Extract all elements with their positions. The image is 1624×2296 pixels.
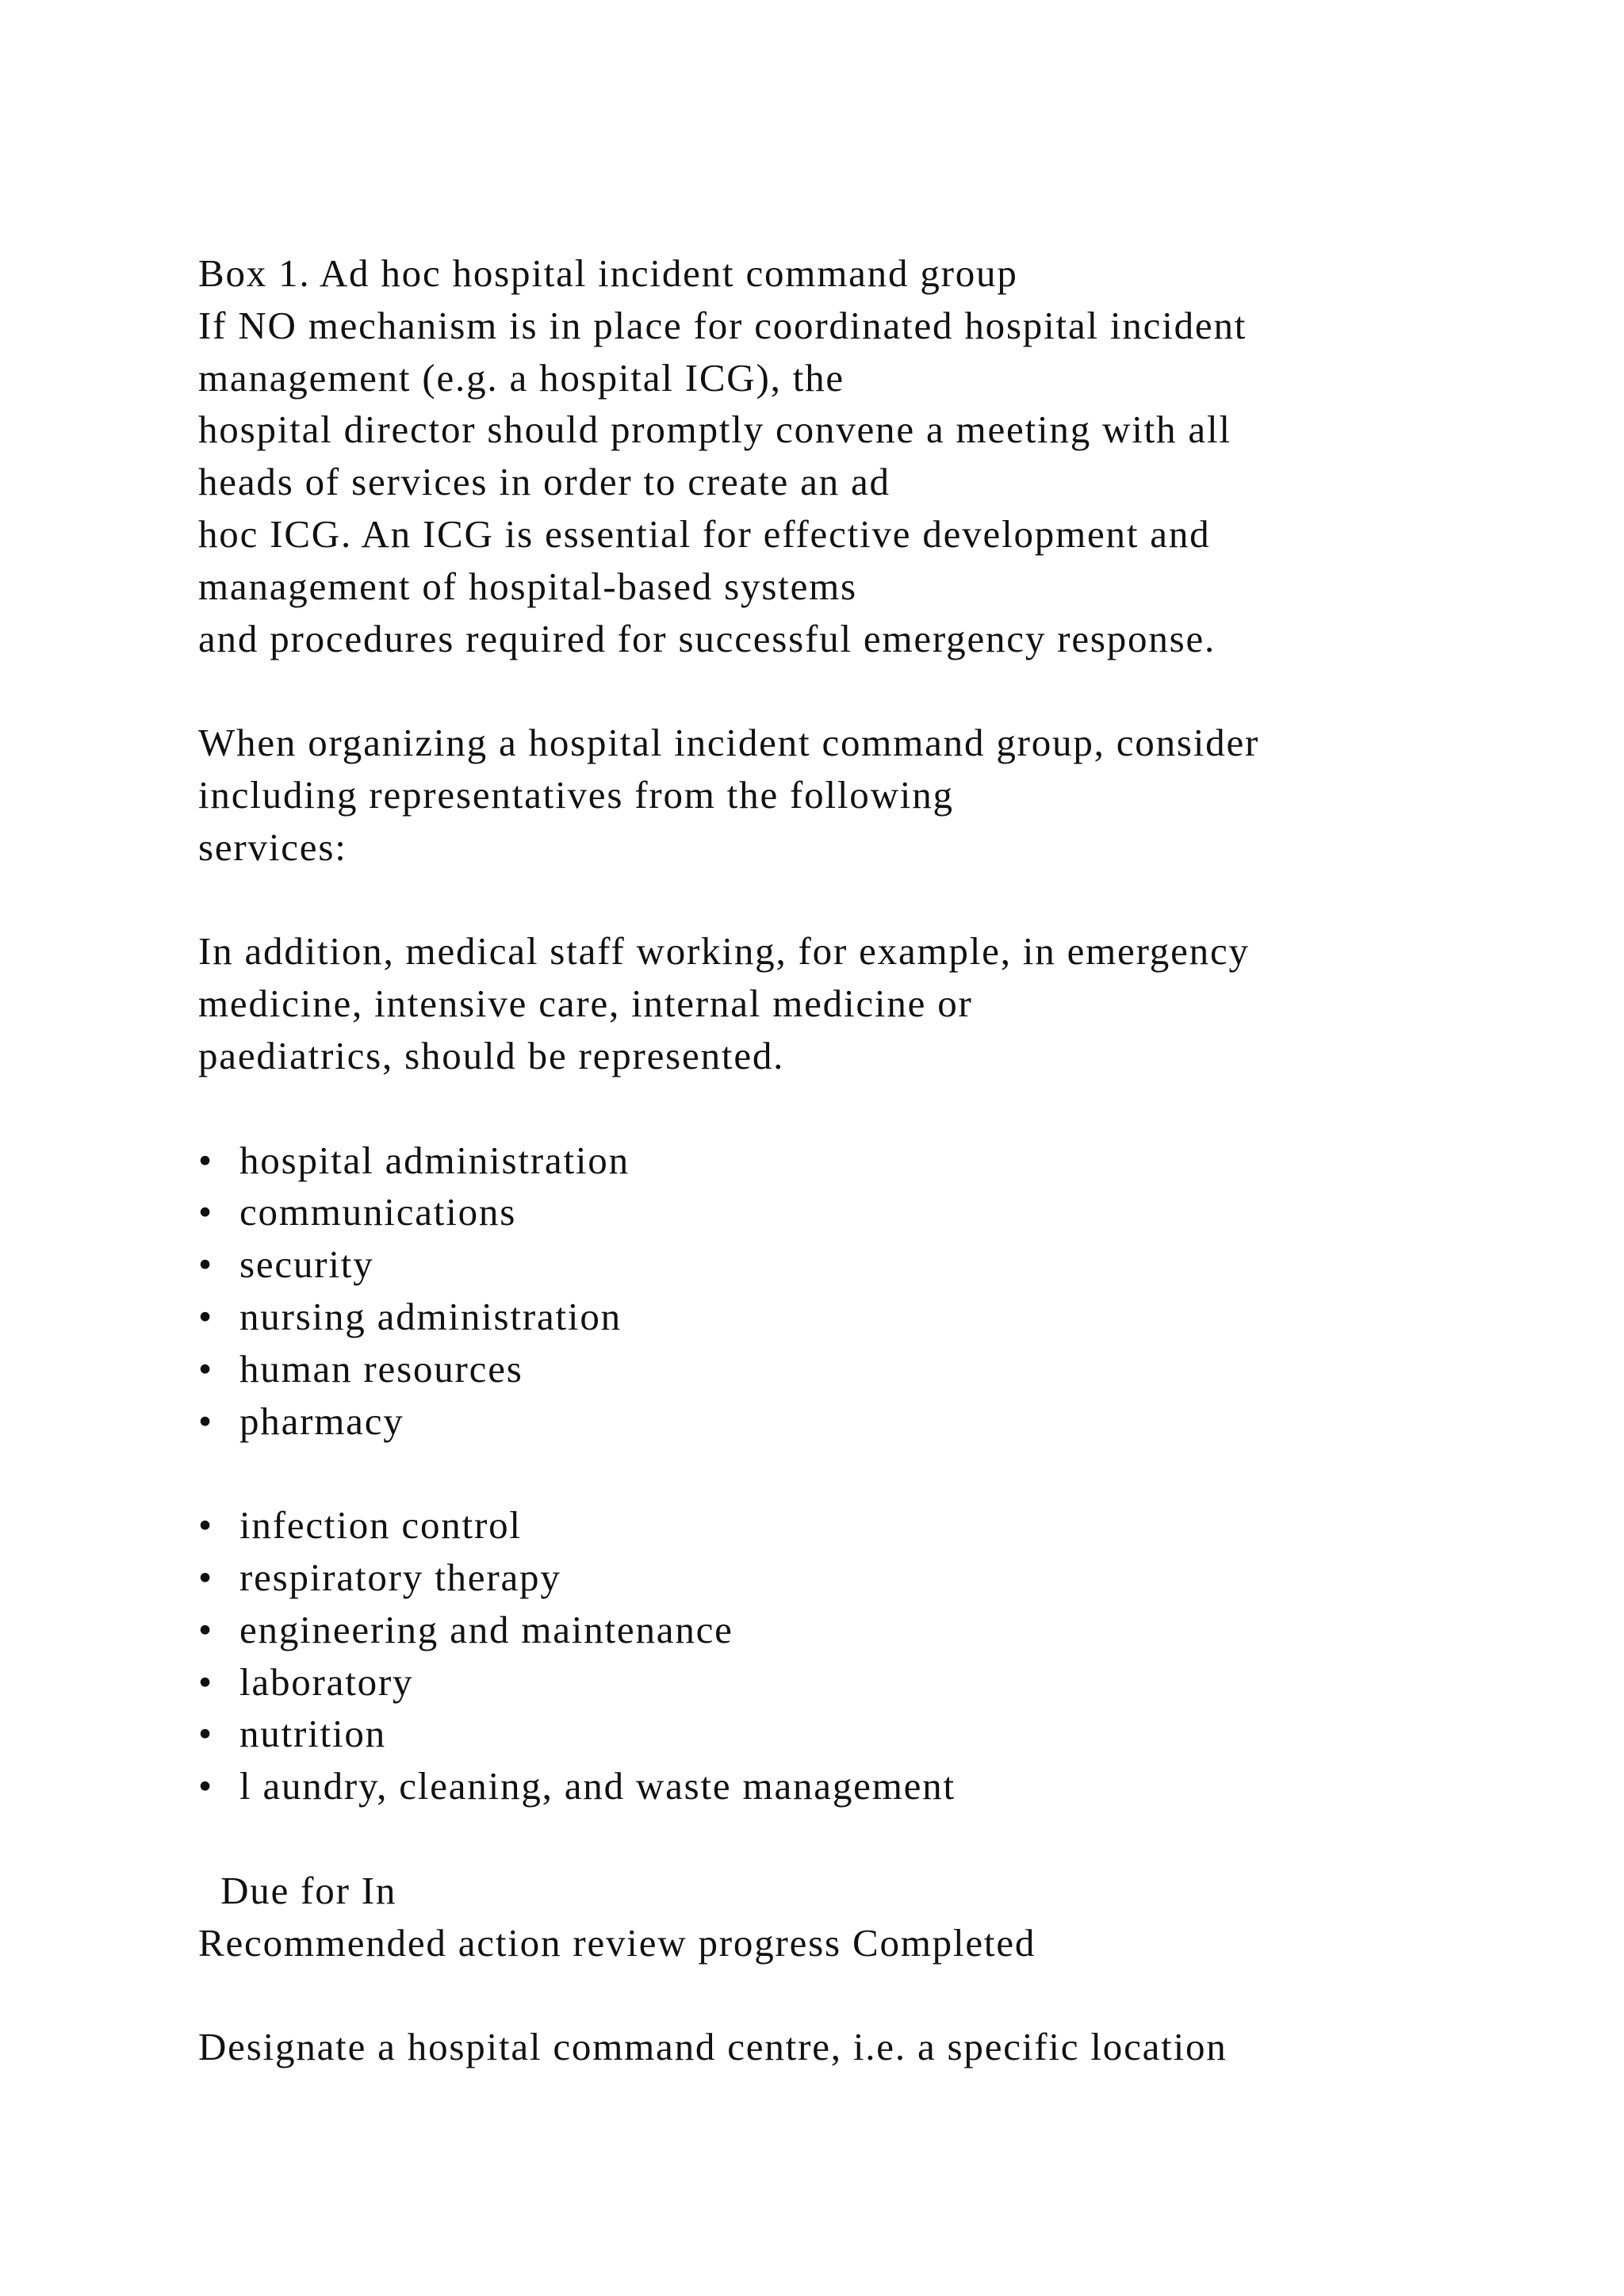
blank-line: [198, 664, 1546, 717]
bullet-icon: •: [198, 1138, 213, 1182]
bullet-icon: •: [198, 1607, 213, 1651]
services-list-1: [198, 1135, 1546, 1448]
bullet-icon: •: [198, 1764, 213, 1808]
document-text: [198, 247, 1546, 2073]
list-item: [198, 1708, 1546, 1760]
action-line: Designate a hospital command centre, i.e. a specific location: [198, 2025, 1228, 2069]
list-item-label: communications: [239, 1190, 517, 1234]
list-item: [198, 1238, 1546, 1291]
list-item-label: security: [239, 1242, 374, 1287]
intro-line: management of hospital-based systems: [198, 564, 857, 608]
list-item-label: nursing administration: [239, 1294, 622, 1338]
blank-line: [198, 1082, 1546, 1135]
list-item: [198, 1343, 1546, 1395]
list-item-label: engineering and maintenance: [239, 1607, 733, 1651]
organizing-line: When organizing a hospital incident command group, consider: [198, 721, 1260, 765]
addition-line: paediatrics, should be represented.: [198, 1033, 785, 1077]
bullet-icon: •: [198, 1190, 213, 1234]
intro-line: If NO mechanism is in place for coordinated hospital incident: [198, 303, 1247, 347]
list-item: [198, 1135, 1546, 1187]
box-title: Box 1. Ad hoc hospital incident command group: [198, 251, 1018, 295]
bullet-icon: •: [198, 1242, 213, 1287]
bullet-icon: •: [198, 1659, 213, 1704]
bullet-icon: •: [198, 1399, 213, 1443]
blank-line: [198, 1447, 1546, 1499]
list-item: [198, 1395, 1546, 1448]
addition-line: medicine, intensive care, internal medicine or: [198, 982, 973, 1026]
bullet-icon: •: [198, 1712, 213, 1756]
list-item-label: respiratory therapy: [239, 1555, 561, 1599]
intro-line: and procedures required for successful emergency response.: [198, 616, 1216, 660]
list-item-label: laboratory: [239, 1659, 414, 1704]
list-item-label: human resources: [239, 1346, 523, 1391]
list-item: [198, 1656, 1546, 1709]
intro-line: heads of services in order to create an ad: [198, 460, 891, 504]
table-header-line: Recommended action review progress Completed: [198, 1920, 1036, 1965]
list-item: [198, 1186, 1546, 1238]
list-item: [198, 1760, 1546, 1812]
organizing-line: services:: [198, 825, 347, 869]
blank-line: [198, 1812, 1546, 1865]
bullet-icon: •: [198, 1555, 213, 1599]
list-item-label: l aundry, cleaning, and waste management: [239, 1764, 956, 1808]
list-item-label: hospital administration: [239, 1138, 630, 1182]
bullet-icon: •: [198, 1346, 213, 1391]
bullet-icon: •: [198, 1294, 213, 1338]
services-list-2: [198, 1499, 1546, 1812]
bullet-icon: •: [198, 1503, 213, 1548]
blank-line: [198, 1969, 1546, 2021]
intro-line: hoc ICG. An ICG is essential for effective development and: [198, 511, 1211, 556]
addition-line: In addition, medical staff working, for example, in emergency: [198, 929, 1250, 974]
table-header-line: Due for In: [198, 1868, 397, 1912]
intro-line: hospital director should promptly convene a meeting with all: [198, 408, 1231, 452]
list-item: [198, 1604, 1546, 1656]
organizing-line: including representatives from the following: [198, 772, 954, 817]
list-item-label: pharmacy: [239, 1399, 404, 1443]
list-item: [198, 1291, 1546, 1343]
list-item: [198, 1499, 1546, 1552]
intro-line: management (e.g. a hospital ICG), the: [198, 355, 845, 400]
list-item-label: nutrition: [239, 1712, 386, 1756]
blank-line: [198, 874, 1546, 926]
list-item: [198, 1552, 1546, 1604]
list-item-label: infection control: [239, 1503, 522, 1548]
